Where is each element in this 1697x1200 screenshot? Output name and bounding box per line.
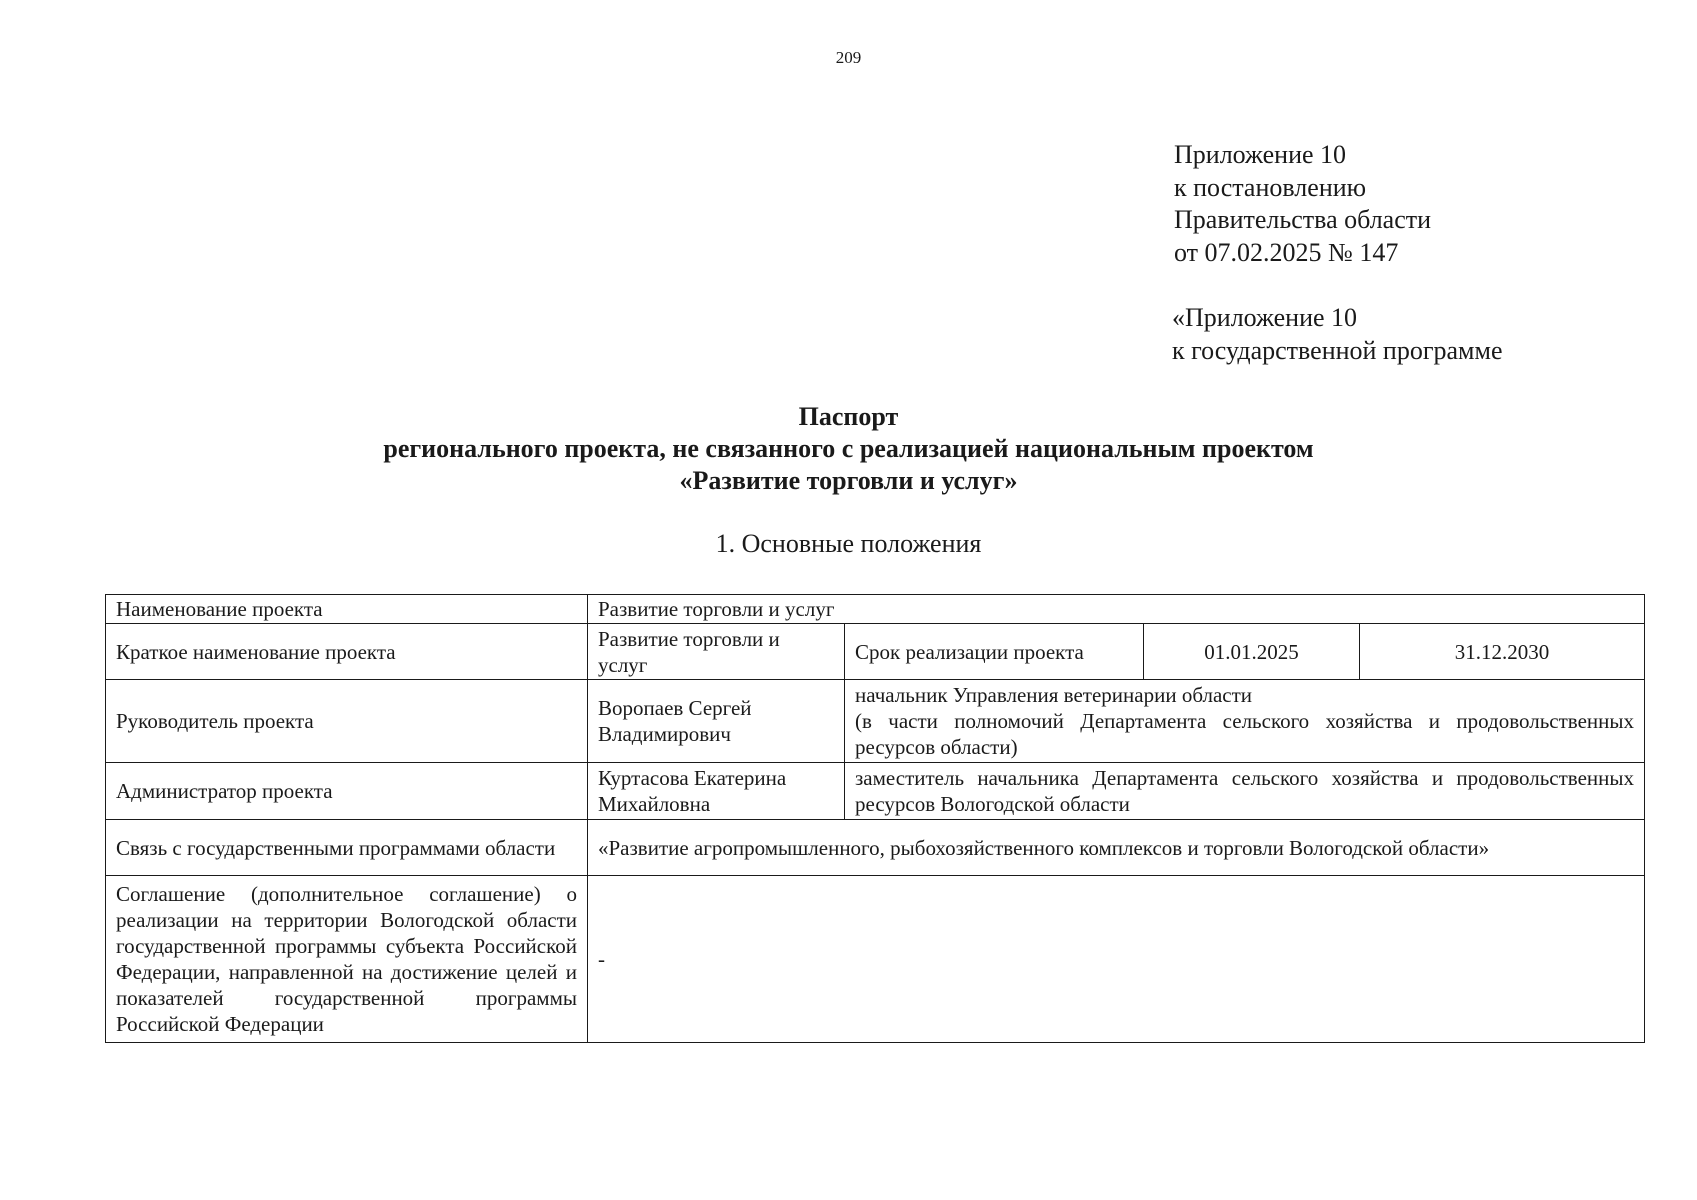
title-line: регионального проекта, не связанного с реализацией национальным проектом <box>383 434 1314 463</box>
label-cell: Администратор проекта <box>106 763 588 820</box>
position-cell: заместитель начальника Департамента сельского хозяйства и продовольственных ресурсов Вологодской области <box>845 763 1645 820</box>
value-cell: «Развитие агропромышленного, рыбохозяйственного комплексов и торговли Вологодской области» <box>588 820 1645 876</box>
end-date-cell: 31.12.2030 <box>1360 624 1645 680</box>
title-line: Паспорт <box>798 402 899 431</box>
appendix-line: от 07.02.2025 № 147 <box>1174 237 1399 267</box>
position-line: (в части полномочий Департамента сельского хозяйства и продовольственных ресурсов области) <box>855 709 1634 759</box>
table-row <box>106 763 1645 820</box>
appendix-line: Правительства области <box>1174 205 1432 234</box>
label-cell: Руководитель проекта <box>106 680 588 763</box>
position-line: начальник Управления ветеринарии области <box>855 683 1253 707</box>
label-cell: Связь с государственными программами области <box>106 820 588 876</box>
appendix-program-line: к государственной программе <box>1172 335 1503 365</box>
appendix-line: Приложение 10 <box>1174 140 1347 169</box>
table-row <box>106 876 1645 1043</box>
page-number: 209 <box>835 48 862 67</box>
table-row <box>106 820 1645 876</box>
person-cell: Куртасова Екатерина Михайловна <box>588 763 845 820</box>
label-cell: Наименование проекта <box>106 595 588 624</box>
section-heading: 1. Основные положения <box>715 529 982 558</box>
label-cell: Краткое наименование проекта <box>106 624 588 680</box>
table-row <box>106 595 1645 624</box>
term-label-cell: Срок реализации проекта <box>845 624 1144 680</box>
table-row <box>106 680 1645 763</box>
table-row <box>106 624 1645 680</box>
passport-table <box>105 594 1645 1043</box>
value-cell: Развитие торговли и услуг <box>588 595 1645 624</box>
document-title <box>0 401 1697 497</box>
value-cell: Развитие торговли и услуг <box>588 624 845 680</box>
appendix-program-line: «Приложение 10 <box>1172 303 1358 332</box>
start-date-cell: 01.01.2025 <box>1144 624 1360 680</box>
appendix-header <box>1174 139 1654 269</box>
appendix-program-header <box>1172 302 1652 367</box>
label-cell: Соглашение (дополнительное соглашение) о реализации на территории Вологодской области государственной программы субъекта Российской Федерации, направленной на достижение целей и показателей государственной программы Российской Федерации <box>106 876 588 1043</box>
appendix-line: к постановлению <box>1174 172 1367 202</box>
position-cell <box>845 680 1645 763</box>
person-cell: Воропаев Сергей Владимирович <box>588 680 845 763</box>
title-line: «Развитие торговли и услуг» <box>679 466 1018 495</box>
value-cell: - <box>588 876 1645 1043</box>
